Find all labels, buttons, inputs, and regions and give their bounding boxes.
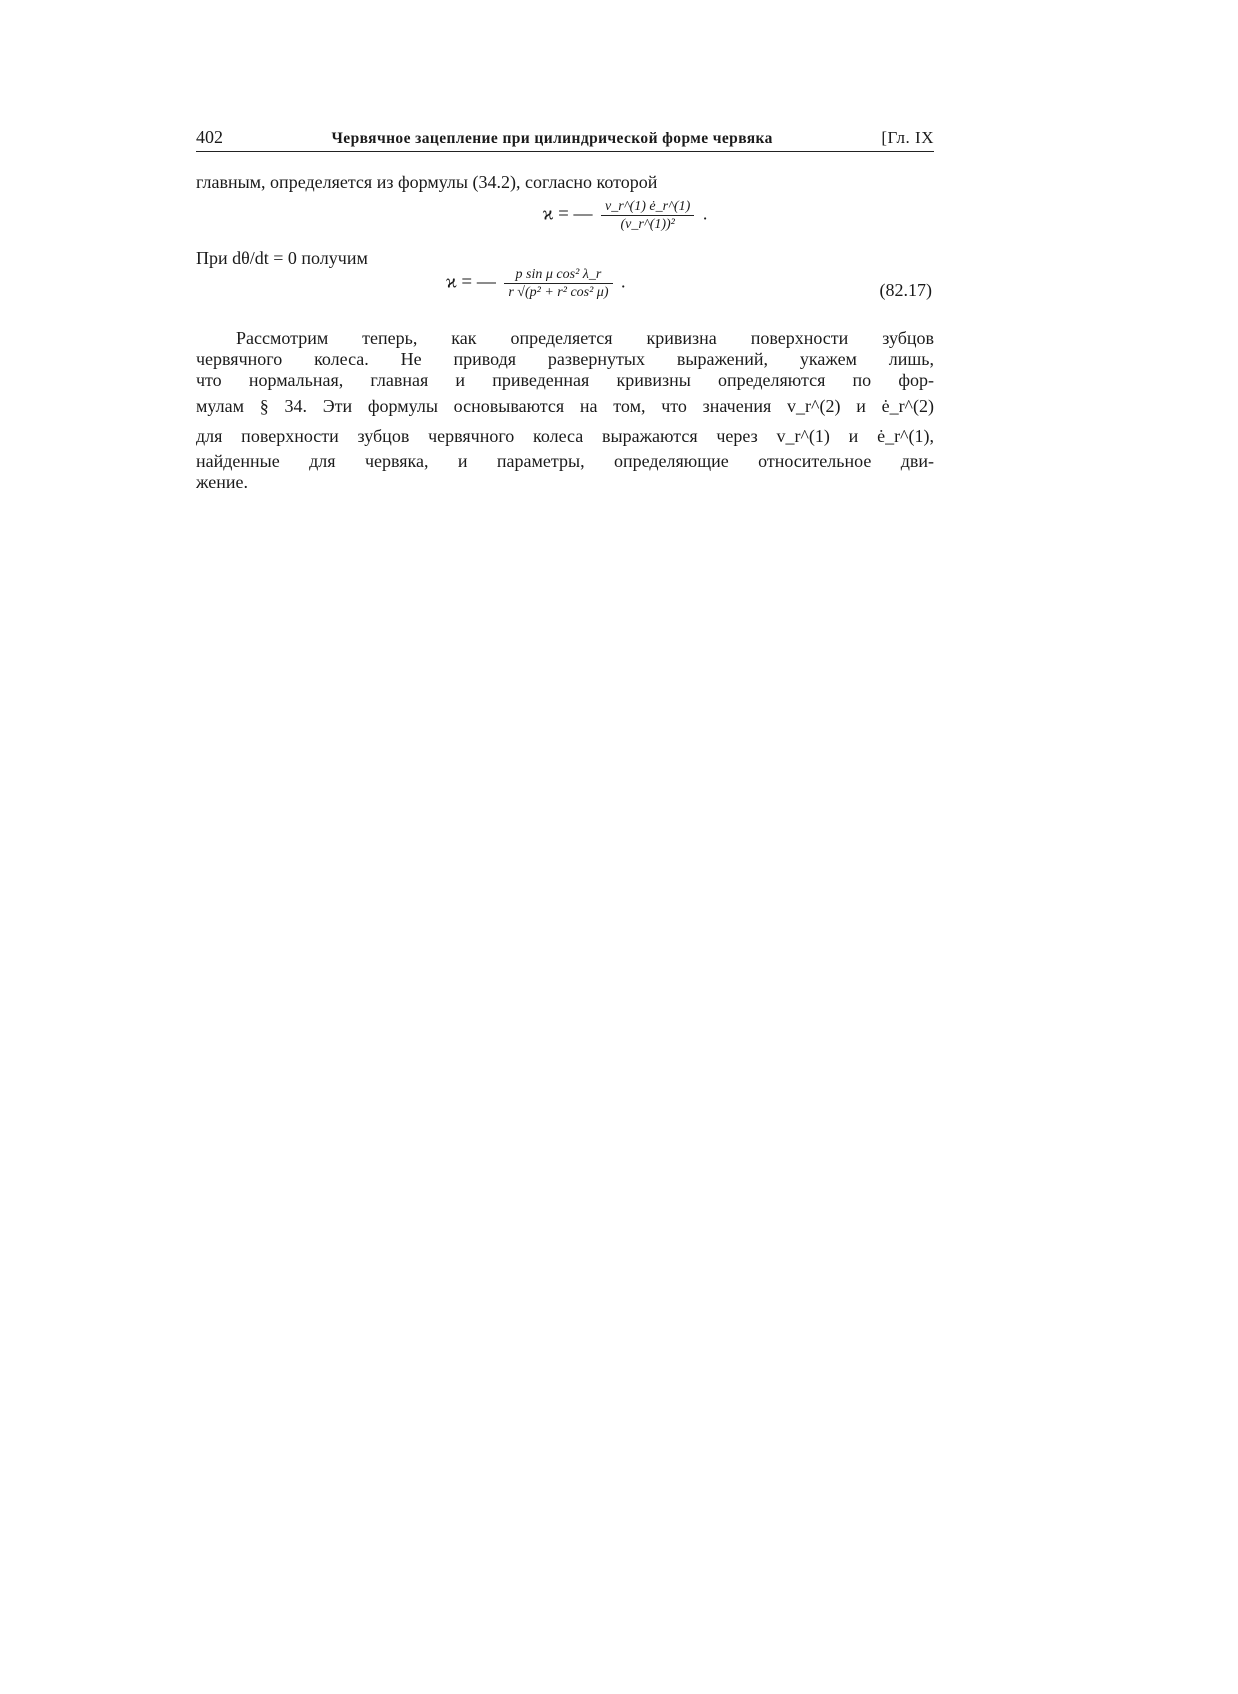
book-page [196,122,934,493]
equation-number: (82.17) [879,280,932,300]
formula-82-17 [196,266,934,314]
formula-1-period: . [702,203,708,224]
running-head [196,122,934,152]
page-number: 402 [196,127,223,147]
formula-1-numerator: v_r^(1) ė_r^(1) [605,199,691,214]
formula-2-expression [446,266,626,301]
paragraph-line: Рассмотрим теперь, как определяется кривизна поверхности зубцов [236,328,934,348]
text-line-1: главным, определяется из формулы (34.2), согласно которой [196,172,658,192]
text-line-2: При dθ/dt = 0 получим [196,248,368,268]
formula-1-lhs: ϰ = — [542,203,593,225]
formula-curvature-general [196,198,934,246]
paragraph-line: жение. [196,472,248,492]
paragraph-line: червячного колеса. Не приводя развернутых выражений, укажем лишь, [196,349,934,369]
paragraph-line: найденные для червяка, и параметры, определяющие относительное дви- [196,451,934,471]
formula-2-numerator: p sin μ cos² λ_r [515,267,602,282]
paragraph-worm-wheel-curvature [196,328,934,493]
formula-1-fraction [601,198,694,233]
chapter-label: [Гл. IX [881,128,934,147]
formula-2-denominator: r √(p² + r² cos² μ) [504,283,612,301]
paragraph-line: для поверхности зубцов червячного колеса выражаются через v_r^(1) и ė_r^(1), [196,426,934,446]
formula-2-fraction [504,266,612,301]
paragraph-line: мулам § 34. Эти формулы основываются на том, что значения v_r^(2) и ė_r^(2) [196,396,934,416]
running-title: Червячное зацепление при цилиндрической форме червяка [331,130,773,147]
formula-2-period: . [621,271,626,292]
formula-2-lhs: ϰ = — [446,271,496,293]
paragraph-line: что нормальная, главная и приведенная кривизны определяются по фор- [196,370,934,390]
formula-1-denominator: (v_r^(1))² [601,215,694,233]
